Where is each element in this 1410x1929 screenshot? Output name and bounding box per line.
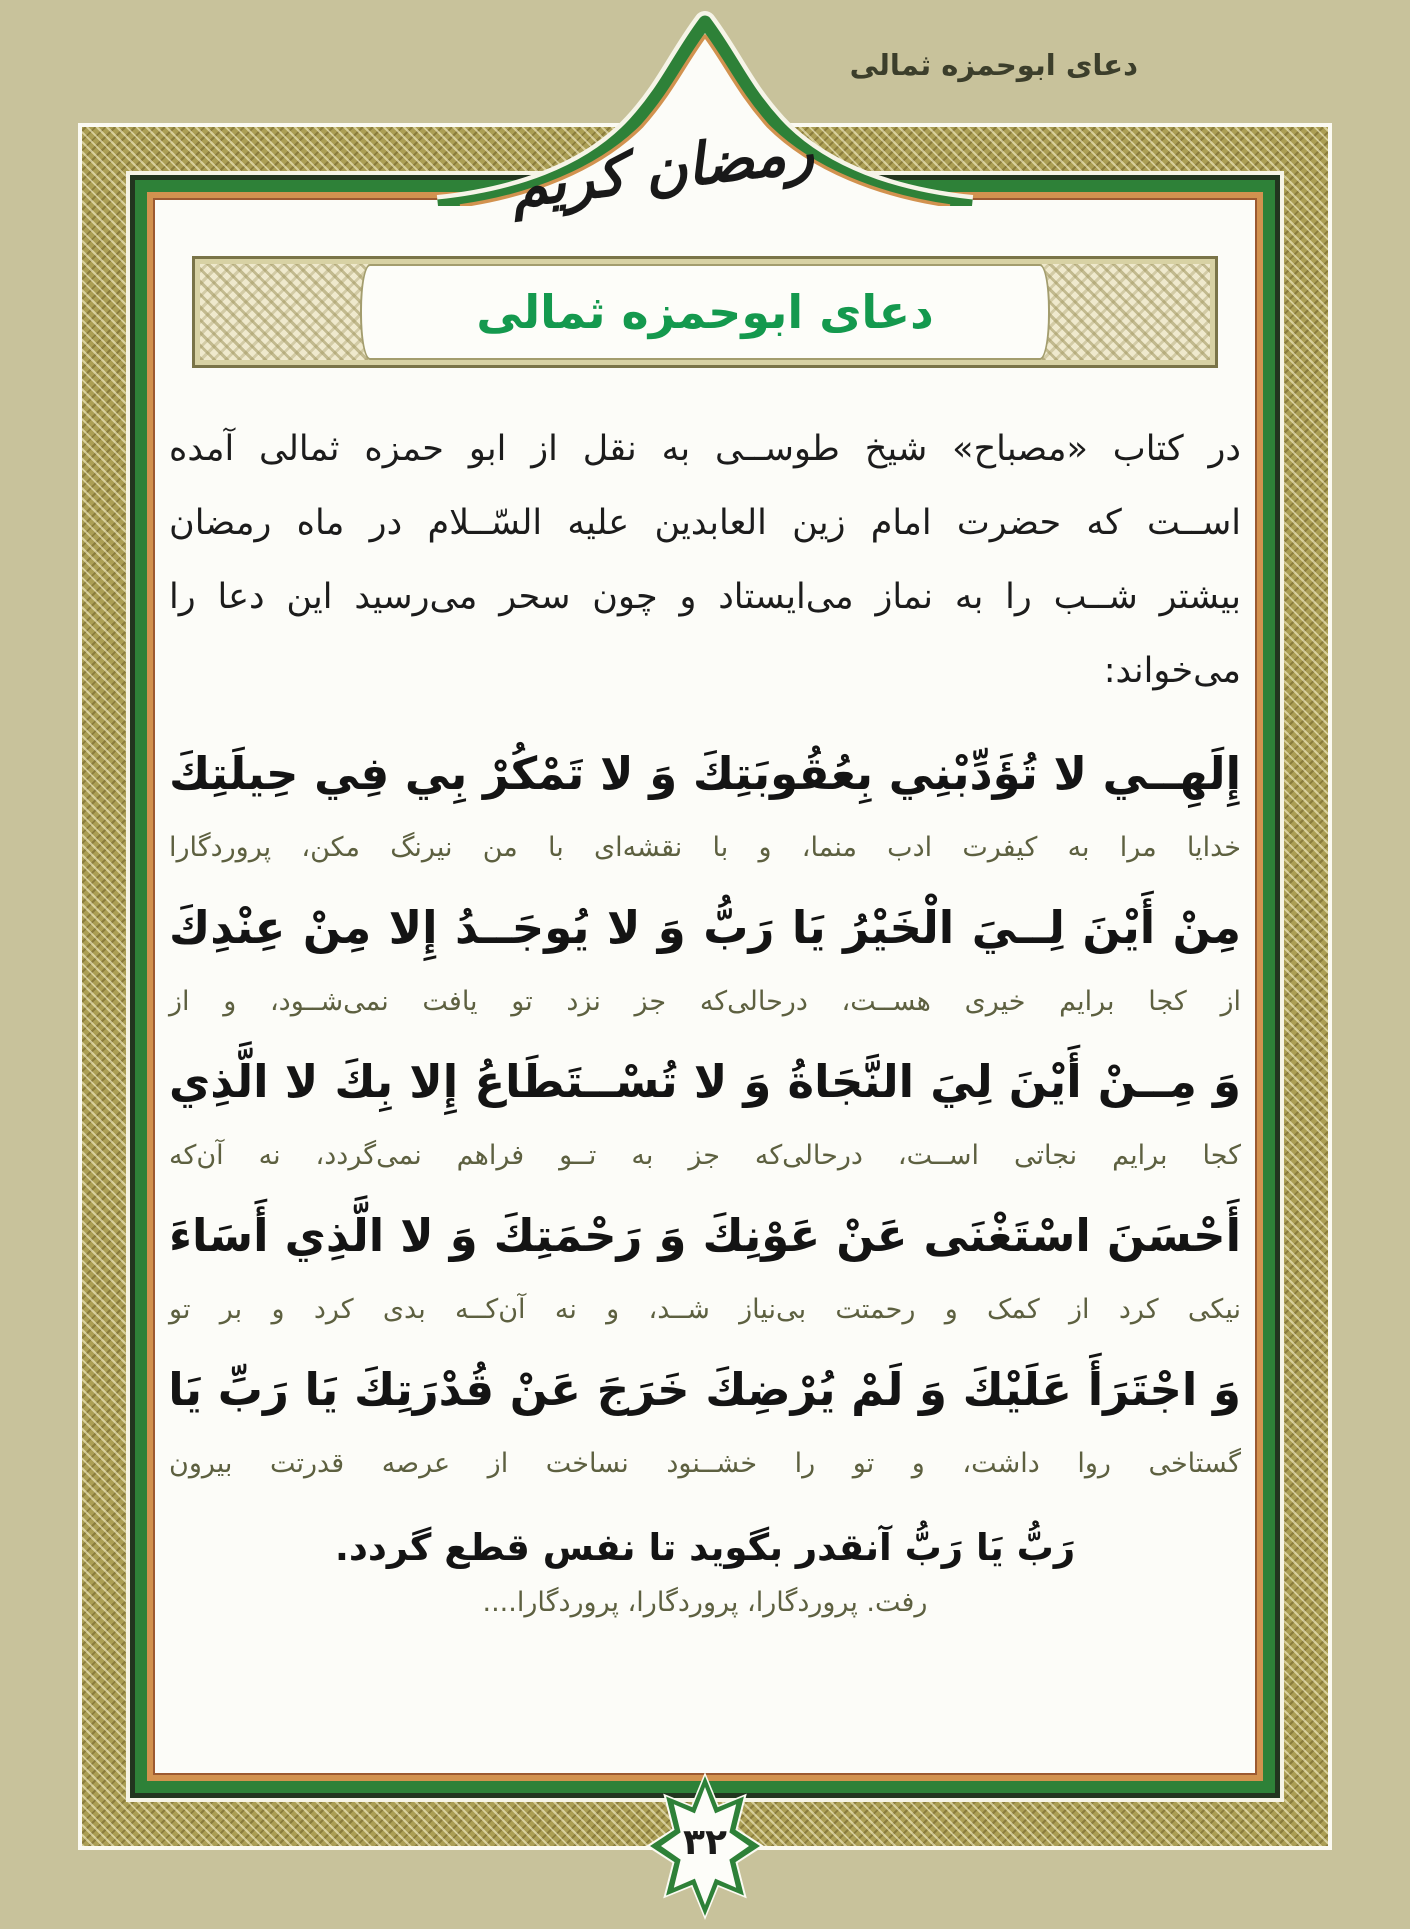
- prayer-pair: [169, 878, 1241, 1030]
- translation-line: کجا برایم نجاتی اســت، درحالی‌که جز به تــو فراهم نمی‌گردد، نه آن‌که: [169, 1140, 1241, 1171]
- intro-line: می‌خواند:: [1103, 651, 1241, 691]
- translation-line: گستاخی روا داشت، و تو را خشــنود نساخت از عرصه قدرتت بیرون: [169, 1448, 1241, 1479]
- intro-paragraph: [169, 412, 1241, 708]
- arabic-line: مِنْ أَيْنَ لِــيَ الْخَيْرُ يَا رَبُّ وَ لا يُوجَــدُ إِلا مِنْ عِنْدِكَ: [169, 901, 1241, 954]
- frame-green-band: [135, 180, 1275, 1793]
- page-number-medallion: [646, 1772, 764, 1920]
- frame-dark-line: [130, 175, 1280, 1798]
- translation-line: نیکی کرد از کمک و رحمتت بی‌نیاز شــد، و نه آن‌کــه بدی کرد و بر تو: [169, 1294, 1241, 1325]
- frame-orange-band: [147, 192, 1263, 1781]
- prayer-pair: [169, 1516, 1241, 1626]
- intro-line: در کتاب «مصباح» شیخ طوســی به نقل از ابو حمزه ثمالی آمده: [169, 429, 1241, 469]
- ramadan-calligraphy: رمضان کریم: [506, 116, 818, 222]
- prayer-pair: [169, 1340, 1241, 1492]
- ornamental-frame: [78, 123, 1332, 1850]
- frame-brown-line: [153, 198, 1257, 1775]
- banner-title-panel: [360, 264, 1050, 360]
- intro-line: بیشتر شــب را به نماز می‌ایستاد و چون سحر می‌رسید این دعا را: [169, 577, 1241, 617]
- prayer-pair: [169, 1186, 1241, 1338]
- prayer-pair: [169, 724, 1241, 876]
- arabic-line: رَبُّ يَا رَبُّ آنقدر بگوید تا نفس قطع گردد.: [334, 1526, 1076, 1569]
- intro-line: اســت که حضرت امام زین العابدین علیه السّــلام در ماه رمضان: [169, 503, 1241, 543]
- banner-arabesque-right: [200, 264, 368, 360]
- arabic-line: وَ اجْتَرَأَ عَلَيْكَ وَ لَمْ يُرْضِكَ خَرَجَ عَنْ قُدْرَتِكَ يَا رَبِّ يَا: [168, 1363, 1241, 1416]
- page-title: دعای ابوحمزه ثمالی: [476, 285, 934, 339]
- title-banner: [192, 256, 1218, 368]
- page-number: ۳۲: [683, 1821, 727, 1863]
- page-content: [155, 200, 1255, 1773]
- frame-white-line: [126, 171, 1284, 1802]
- translation-line: خدایا مرا به کیفرت ادب منما، و با نقشه‌ای با من نیرنگ مکن، پروردگارا: [169, 832, 1241, 863]
- arabic-line: أَحْسَنَ اسْتَغْنَى عَنْ عَوْنِكَ وَ رَحْمَتِكَ وَ لا الَّذِي أَسَاءَ: [169, 1209, 1241, 1262]
- arabic-line: إِلَهِــي لا تُؤَدِّبْنِي بِعُقُوبَتِكَ وَ لا تَمْكُرْ بِي فِي حِيلَتِكَ: [169, 747, 1241, 800]
- banner-arabesque-left: [1042, 264, 1210, 360]
- prayer-pair: [169, 1032, 1241, 1184]
- translation-line: از کجا برایم خیری هســت، درحالی‌که جز نزد تو یافت نمی‌شــود، و از: [169, 986, 1241, 1017]
- running-header: دعای ابوحمزه ثمالی: [849, 48, 1138, 82]
- arabic-line: وَ مِــنْ أَيْنَ لِيَ النَّجَاةُ وَ لا تُسْــتَطَاعُ إِلا بِكَ لا الَّذِي: [169, 1055, 1241, 1108]
- translation-line: رفت. پروردگارا، پروردگارا، پروردگارا....: [482, 1587, 928, 1618]
- prayer-section: [169, 724, 1241, 1626]
- gold-lattice-band: [82, 127, 1328, 1846]
